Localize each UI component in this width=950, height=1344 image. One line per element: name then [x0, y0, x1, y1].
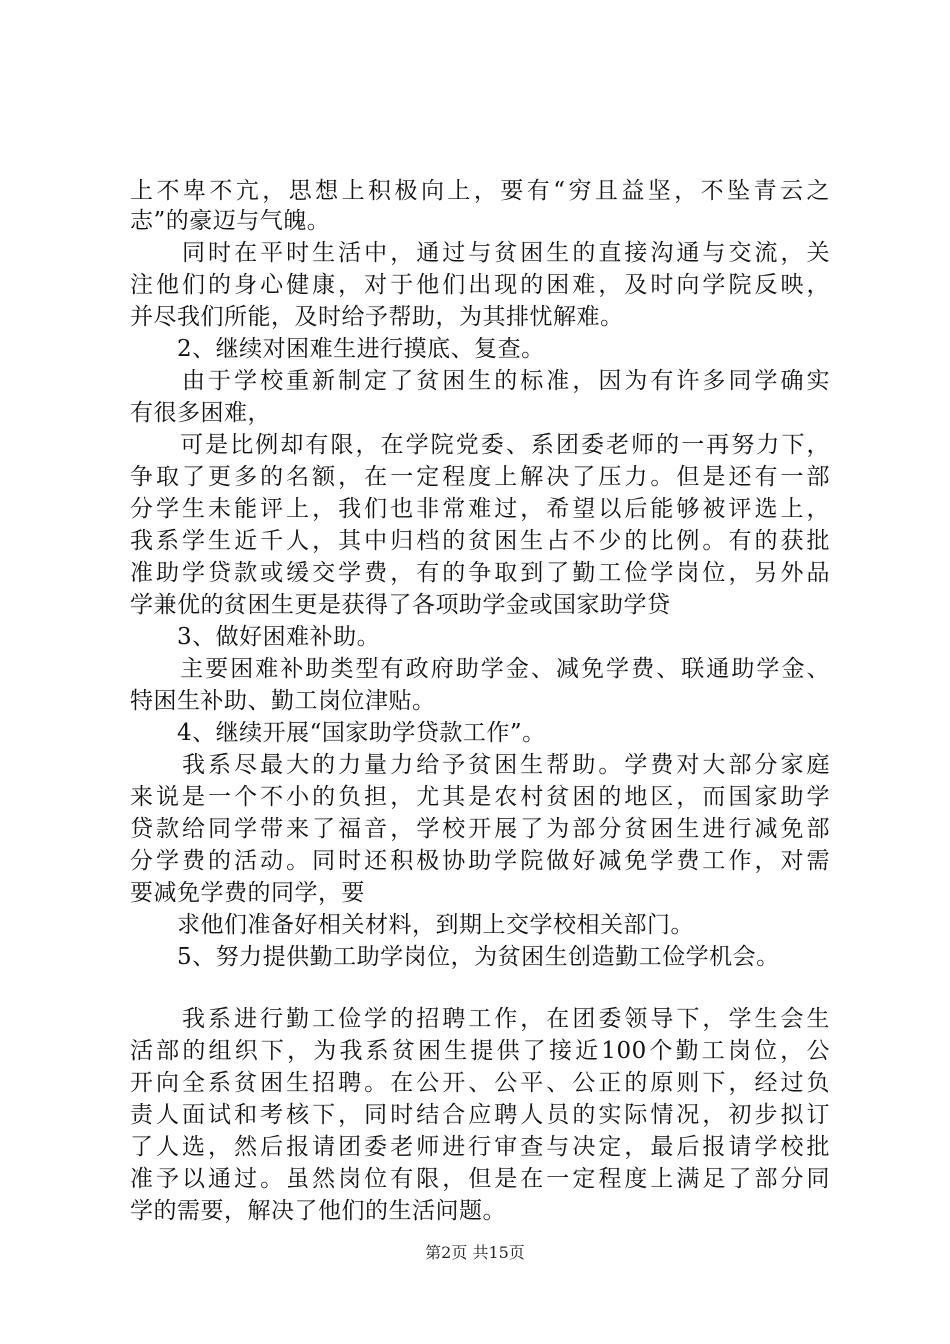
text-line: 准助学贷款或缓交学费，有的争取到了勤工俭学岗位，另外品: [130, 560, 830, 586]
text-line: 我系进行勤工俭学的招聘工作，在团委领导下，学生会生: [130, 1006, 830, 1032]
text-line: 主要困难补助类型有政府助学金、减免学费、联通助学金、: [130, 656, 830, 682]
text-line: 争取了更多的名额，在一定程度上解决了压力。但是还有一部: [130, 464, 830, 490]
text-line: 可是比例却有限，在学院党委、系团委老师的一再努力下，: [130, 432, 830, 458]
text-line: 学兼优的贫困生更是获得了各项助学金或国家助学贷: [130, 592, 671, 618]
text-line: 活部的组织下，为我系贫困生提供了接近100个勤工岗位，公: [130, 1038, 830, 1064]
text-line: 学的需要，解决了他们的生活问题。: [130, 1198, 506, 1224]
text-line: 上不卑不亢，思想上积极向上，要有“穷且益坚，不坠青云之: [130, 178, 830, 204]
text-line: 分学费的活动。同时还积极协助学院做好减免学费工作，对需: [130, 848, 830, 874]
text-line: 分学生未能评上，我们也非常难过，希望以后能够被评选上，: [130, 496, 830, 522]
text-line: 4、继续开展“国家助学贷款工作”。: [130, 720, 546, 746]
text-line: 由于学校重新制定了贫困生的标准，因为有许多同学确实: [130, 368, 830, 394]
text-line: 注他们的身心健康，对于他们出现的困难，及时向学院反映，: [130, 272, 830, 298]
text-line: 志”的豪迈与气魄。: [130, 208, 331, 234]
text-line: 要减免学费的同学，要: [130, 880, 365, 906]
page-number-footer: 第2页 共15页: [425, 1243, 525, 1262]
text-line: 有很多困难，: [130, 400, 271, 426]
text-line: 开向全系贫困生招聘。在公开、公平、公正的原则下，经过负: [130, 1070, 830, 1096]
text-line: 我系尽最大的力量力给予贫困生帮助。学费对大部分家庭: [130, 752, 830, 778]
text-line: 了人选，然后报请团委老师进行审查与决定，最后报请学校批: [130, 1134, 830, 1160]
text-line: 准予以通过。虽然岗位有限，但是在一定程度上满足了部分同: [130, 1166, 830, 1192]
text-line: 2、继续对困难生进行摸底、复查。: [130, 336, 545, 362]
text-line: 我系学生近千人，其中归档的贫困生占不少的比例。有的获批: [130, 528, 830, 554]
text-line: 并尽我们所能，及时给予帮助，为其排忧解难。: [130, 304, 624, 330]
text-line: 特困生补助、勤工岗位津贴。: [130, 688, 436, 714]
text-line: 5、努力提供勤工助学岗位，为贫困生创造勤工俭学机会。: [130, 944, 780, 970]
text-line: 3、做好困难补助。: [130, 624, 381, 650]
text-line: 同时在平时生活中，通过与贫困生的直接沟通与交流，关: [130, 240, 830, 266]
text-line: 贷款给同学带来了福音，学校开展了为部分贫困生进行减免部: [130, 816, 830, 842]
text-line: 责人面试和考核下，同时结合应聘人员的实际情况，初步拟订: [130, 1102, 830, 1128]
text-line: 求他们准备好相关材料，到期上交学校相关部门。: [130, 912, 694, 938]
text-line: 来说是一个不小的负担，尤其是农村贫困的地区，而国家助学: [130, 784, 830, 810]
